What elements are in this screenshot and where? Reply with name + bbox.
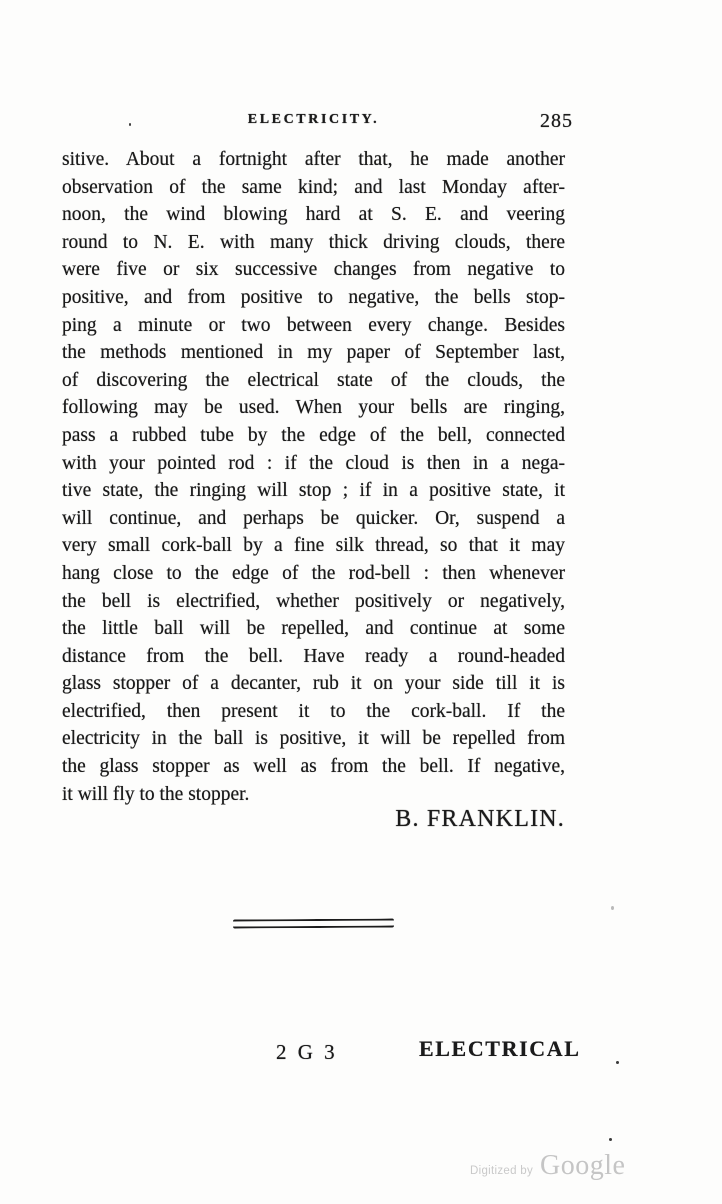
text-line: the glass stopper as well as from the bell. If negative, [62, 756, 565, 778]
page-number: 285 [540, 110, 573, 132]
page-text [62, 146, 565, 808]
google-watermark [470, 1150, 625, 1182]
text-line: observation of the same kind; and last Monday after- [62, 176, 565, 198]
catchword: ELECTRICAL [419, 1036, 581, 1061]
text-line: it will fly to the stopper. [62, 783, 250, 805]
text-line: the methods mentioned in my paper of September last, [62, 342, 565, 364]
text-line: electrified, then present it to the cork-ball. If the [62, 700, 565, 722]
running-head [62, 110, 573, 134]
text-line: following may be used. When your bells are ringing, [62, 397, 565, 419]
text-line: round to N. E. with many thick driving clouds, there [62, 231, 565, 253]
ink-speck [129, 123, 131, 126]
text-line: hang close to the edge of the rod-bell : then whenever [62, 562, 565, 584]
text-line: tive state, the ringing will stop ; if in a positive state, it [62, 480, 565, 502]
watermark-prefix-label: Digitized by [470, 1165, 534, 1177]
text-line: distance from the bell. Have ready a round-headed [62, 645, 565, 667]
section-divider-rule [233, 919, 394, 929]
text-line: noon, the wind blowing hard at S. E. and veering [62, 204, 565, 226]
text-line: were five or six successive changes from negative to [62, 259, 565, 281]
text-line: will continue, and perhaps be quicker. Or, suspend a [62, 507, 565, 529]
author-signature: B. FRANKLIN. [395, 806, 565, 832]
running-head-title: ELECTRICITY. [247, 112, 380, 127]
text-line: the little ball will be repelled, and continue at some [62, 618, 565, 640]
text-line: glass stopper of a decanter, rub it on your side till it is [62, 673, 565, 695]
text-line: the bell is electrified, whether positively or negatively, [62, 590, 565, 612]
ink-speck [616, 1061, 619, 1064]
google-logo: Google [540, 1150, 626, 1181]
text-line: ping a minute or two between every change. Besides [62, 314, 565, 336]
ink-speck [611, 906, 614, 910]
text-line: electricity in the ball is positive, it will be repelled from [62, 728, 565, 750]
text-line: of discovering the electrical state of the clouds, the [62, 369, 565, 391]
text-line: positive, and from positive to negative, the bells stop- [62, 286, 565, 308]
text-line: pass a rubbed tube by the edge of the bell, connected [62, 424, 565, 446]
text-line: sitive. About a fortnight after that, he made another [62, 149, 565, 170]
ink-speck [609, 1138, 612, 1141]
text-line: very small cork-ball by a fine silk thread, so that it may [62, 535, 565, 557]
printer-signature-mark: 2 G 3 [276, 1040, 338, 1064]
text-line: with your pointed rod : if the cloud is then in a nega- [62, 452, 565, 474]
